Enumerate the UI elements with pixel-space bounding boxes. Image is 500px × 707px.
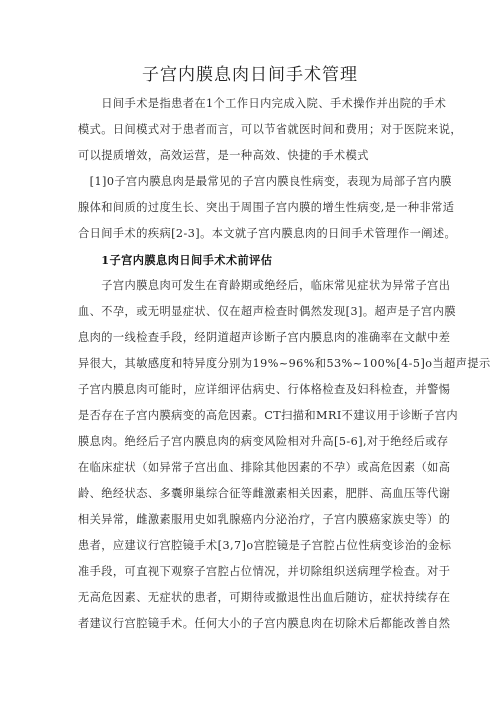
body-line: 血、不孕，或无明显症状、仅在超声检查时偶然发现[3]。超声是子宫内膜: [78, 305, 456, 318]
body-line: 合日间手术的疾病[2-3]。本文就子宫内膜息肉的日间手术管理作一阐述。: [78, 227, 457, 240]
body-line: 相关异常，雌激素服用史如乳腺癌内分泌治疗，子宫内膜癌家族史等）的: [78, 513, 451, 526]
body-line: 者建议行宫腔镜手术。任何大小的子宫内膜息肉在切除术后都能改善自然: [78, 617, 451, 630]
body-line: 腺体和间质的过度生长、突出于周围子宫内膜的增生性病变,是一种非常适: [78, 201, 455, 214]
body-line: 可以提质增效，高效运营，是一种高效、快捷的手术模式: [78, 149, 369, 162]
body-line: 日间手术是指患者在1个工作日内完成入院、手术操作并出院的手术: [78, 97, 447, 110]
body-line: 异很大，其敏感度和特异度分别为19%~96%和53%~100%[4-5]o当超声提示: [78, 357, 491, 370]
body-line: 息肉的一线检查手段，经阴道超声诊断子宫内膜息肉的准确率在文献中差: [78, 331, 451, 344]
document-title: 子宫内膜息肉日间手术管理: [142, 65, 358, 85]
section-heading: 1子宫内膜息肉日间手术术前评估: [78, 253, 273, 267]
body-line: 子宫内膜息肉可能时，应详细评估病史、行体格检查及妇科检查，并警惕: [78, 383, 451, 396]
body-line: 在临床症状（如异常子宫出血、排除其他因素的不孕）或高危因素（如高: [78, 461, 451, 474]
body-line: 准手段，可直视下观察子宫腔占位情况，并切除组织送病理学检查。对于: [78, 565, 451, 578]
body-line: [1]0子宫内膜息肉是最常见的子宫内膜良性病变，表现为局部子宫内膜: [78, 175, 452, 188]
body-line: 子宫内膜息肉可发生在育龄期或绝经后，临床常见症状为异常子宫出: [78, 279, 451, 292]
body-line: 患者，应建议行宫腔镜手术[3,7]o宫腔镜是子宫腔占位性病变诊治的金标: [78, 539, 452, 552]
body-line: 膜息肉。绝经后子宫内膜息肉的病变风险相对升高[5-6],对于绝经后或存: [78, 435, 449, 448]
body-line: 是否存在子宫内膜病变的高危因素。CT扫描和MRI不建议用于诊断子宫内: [78, 409, 459, 422]
body-line: 模式。日间模式对于患者而言，可以节省就医时间和费用；对于医院来说，: [78, 123, 463, 136]
body-line: 龄、绝经状态、多囊卵巢综合征等雌激素相关因素，肥胖、高血压等代谢: [78, 487, 451, 500]
body-line: 无高危因素、无症状的患者，可期待或撤退性出血后随访，症状持续存在: [78, 591, 451, 604]
